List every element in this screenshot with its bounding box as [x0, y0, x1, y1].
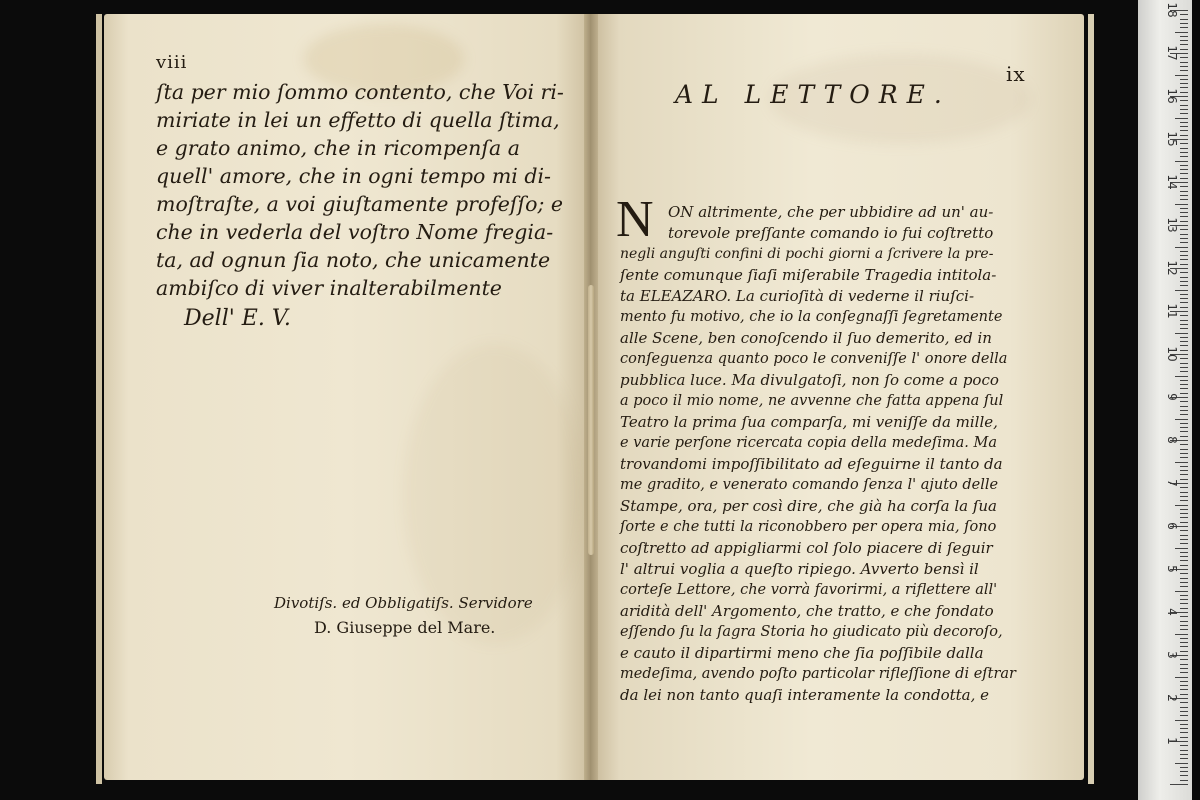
ruler-tick: [1180, 707, 1188, 708]
ruler-number: 7: [1165, 479, 1179, 487]
text-line: Teatro la prima ſua comparſa, mi veniſſe da mille,: [620, 413, 998, 431]
ruler-tick: [1180, 251, 1188, 252]
ruler-tick: [1180, 307, 1188, 308]
ruler-tick: [1175, 720, 1188, 721]
ruler-number: 11: [1165, 303, 1179, 319]
ruler-tick: [1180, 681, 1188, 682]
ruler-tick: [1175, 247, 1188, 248]
ruler-tick: [1180, 178, 1188, 179]
ruler-tick: [1180, 732, 1188, 733]
text-line: mento fu motivo, che io la conſegnaſſi ſegretamente: [620, 309, 1003, 325]
text-line: medeſima, avendo poſto particolar rifleſſione di eſtrar: [620, 666, 1016, 682]
ruler-tick: [1180, 406, 1188, 407]
left-page-edge: [96, 14, 102, 784]
ruler-tick: [1180, 113, 1188, 114]
ruler-tick: [1180, 345, 1188, 346]
ruler-tick: [1180, 444, 1188, 445]
ruler-tick: [1180, 616, 1188, 617]
ruler-tick: [1180, 380, 1188, 381]
ruler-tick: [1175, 118, 1188, 119]
ruler-tick: [1180, 57, 1188, 58]
ruler-tick: [1180, 492, 1188, 493]
ruler-tick: [1180, 255, 1188, 256]
ruler-tick: [1175, 333, 1188, 334]
ruler-tick: [1180, 100, 1188, 101]
ruler-tick: [1180, 728, 1188, 729]
text-line: e cauto il dipartirmi meno che ſia poſſibile dalla: [620, 644, 984, 662]
ruler-number: 8: [1165, 436, 1179, 444]
ruler-tick: [1180, 186, 1188, 187]
ruler-tick: [1180, 367, 1188, 368]
ruler-tick: [1180, 285, 1188, 286]
text-line: Stampe, ora, per così dire, che già ha corſa la ſua: [620, 497, 997, 515]
ruler-tick: [1180, 517, 1188, 518]
ruler-tick: [1180, 126, 1188, 127]
text-line: quell' amore, che in ogni tempo mi di-: [156, 164, 551, 188]
ruler-tick: [1175, 376, 1188, 377]
ruler-tick: [1180, 277, 1188, 278]
ruler-tick: [1180, 328, 1188, 329]
ruler-tick: [1180, 522, 1188, 523]
ruler-tick: [1180, 694, 1188, 695]
ruler-tick: [1180, 646, 1188, 647]
ruler-tick: [1180, 130, 1188, 131]
text-line: e grato animo, che in ricompenſa a: [156, 136, 520, 160]
ruler-number: 10: [1165, 346, 1179, 362]
ruler-tick: [1180, 259, 1188, 260]
text-line: pubblica luce. Ma divulgatoſi, non ſo come a poco: [620, 371, 999, 389]
ruler-tick: [1180, 672, 1188, 673]
ruler-tick: [1180, 771, 1188, 772]
ruler-tick: [1180, 466, 1188, 467]
ruler-tick: [1180, 560, 1188, 561]
measuring-ruler: [1138, 0, 1192, 800]
ruler-tick: [1180, 449, 1188, 450]
signature-line-1: Divotiſs. ed Obbligatiſs. Servidore: [274, 594, 533, 612]
ruler-tick: [1175, 75, 1188, 76]
closing-salutation: Dell' E. V.: [184, 306, 291, 331]
ruler-tick: [1180, 40, 1188, 41]
ruler-tick: [1180, 272, 1188, 273]
ruler-tick: [1180, 294, 1188, 295]
ruler-tick: [1180, 638, 1188, 639]
ruler-tick: [1180, 410, 1188, 411]
ruler-tick: [1180, 109, 1188, 110]
text-line: alle Scene, ben conoſcendo il ſuo demerito, ed in: [620, 329, 992, 347]
ruler-tick: [1180, 152, 1188, 153]
ruler-tick: [1180, 320, 1188, 321]
ruler-tick: [1180, 767, 1188, 768]
ruler-tick: [1180, 474, 1188, 475]
ruler-tick: [1180, 315, 1188, 316]
ruler-tick: [1180, 513, 1188, 514]
ruler-number: 18: [1165, 2, 1179, 18]
ruler-tick: [1180, 750, 1188, 751]
text-line: corteſe Lettore, che vorrà favorirmi, a riflettere all': [620, 582, 998, 598]
text-line: ſta per mio ſommo contento, che Voi ri-: [156, 80, 564, 104]
ruler-tick: [1180, 689, 1188, 690]
ruler-tick: [1175, 591, 1188, 592]
open-book: [96, 14, 1100, 788]
ruler-tick: [1175, 505, 1188, 506]
signature-name: D. Giuseppe del Mare.: [314, 618, 496, 637]
text-line: da lei non tanto quaſi interamente la condotta, e: [620, 686, 990, 704]
ruler-tick: [1180, 36, 1188, 37]
ruler-tick: [1180, 92, 1188, 93]
ruler-tick: [1180, 745, 1188, 746]
ruler-tick: [1180, 49, 1188, 50]
ruler-tick: [1180, 105, 1188, 106]
ruler-tick: [1180, 629, 1188, 630]
ruler-tick: [1180, 431, 1188, 432]
ruler-tick: [1180, 169, 1188, 170]
ruler-tick: [1180, 500, 1188, 501]
ruler-tick: [1180, 388, 1188, 389]
text-line: negli anguſti confini di pochi giorni a ſcrivere la pre-: [620, 246, 994, 262]
ruler-tick: [1175, 32, 1188, 33]
ruler-number: 15: [1165, 131, 1179, 147]
ruler-tick: [1180, 556, 1188, 557]
ruler-number: 16: [1165, 88, 1179, 104]
ruler-tick: [1180, 625, 1188, 626]
ruler-tick: [1180, 664, 1188, 665]
ruler-tick: [1180, 595, 1188, 596]
ruler-number: 2: [1165, 694, 1179, 702]
ruler-tick: [1180, 19, 1188, 20]
ruler-tick: [1180, 302, 1188, 303]
ruler-number: 12: [1165, 260, 1179, 276]
ruler-tick: [1175, 763, 1188, 764]
ruler-tick: [1180, 337, 1188, 338]
ruler-tick: [1180, 423, 1188, 424]
ruler-tick: [1180, 281, 1188, 282]
ruler-tick: [1180, 565, 1188, 566]
text-line: me gradito, e venerato comando ſenza l' ajuto delle: [620, 477, 999, 493]
ruler-tick: [1180, 414, 1188, 415]
ruler-tick: [1180, 427, 1188, 428]
ruler-tick: [1180, 62, 1188, 63]
ruler-tick: [1180, 702, 1188, 703]
ruler-tick: [1180, 70, 1188, 71]
ruler-tick: [1175, 462, 1188, 463]
ruler-tick: [1180, 363, 1188, 364]
ruler-tick: [1180, 191, 1188, 192]
text-line: ON altrimente, che per ubbidire ad un' au-: [668, 203, 994, 221]
ruler-tick: [1180, 87, 1188, 88]
ruler-tick: [1175, 634, 1188, 635]
ruler-tick: [1180, 401, 1188, 402]
ruler-tick: [1180, 668, 1188, 669]
ruler-number: 1: [1165, 737, 1179, 745]
ruler-tick: [1180, 573, 1188, 574]
ruler-tick: [1180, 487, 1188, 488]
ruler-tick: [1180, 582, 1188, 583]
ruler-number: 17: [1165, 45, 1179, 61]
text-line: eſſendo ſu la ſagra Storia ho giudicato più decoroſo,: [620, 624, 1003, 640]
text-line: a poco il mio nome, ne avvenne che fatta appena ſul: [620, 393, 1004, 409]
ruler-tick: [1180, 608, 1188, 609]
right-page: [590, 14, 1084, 780]
ruler-tick: [1180, 453, 1188, 454]
ruler-tick: [1180, 79, 1188, 80]
text-line: ſorte e che tutti la riconobbero per opera mia, ſono: [620, 519, 997, 535]
ruler-tick: [1180, 66, 1188, 67]
ruler-tick: [1175, 419, 1188, 420]
ruler-number: 9: [1165, 393, 1179, 401]
ruler-tick: [1180, 14, 1188, 15]
ruler-tick: [1180, 599, 1188, 600]
ruler-tick: [1180, 135, 1188, 136]
ruler-tick: [1180, 775, 1188, 776]
ruler-number: 14: [1165, 174, 1179, 190]
ruler-tick: [1180, 216, 1188, 217]
page-heading: AL LETTORE.: [675, 80, 951, 109]
page-number-right: ix: [1006, 62, 1026, 86]
ruler-tick: [1180, 479, 1188, 480]
ruler-tick: [1180, 242, 1188, 243]
ruler-tick: [1180, 229, 1188, 230]
ruler-tick: [1180, 148, 1188, 149]
ruler-tick: [1180, 212, 1188, 213]
text-line: ta ELEAZARO. La curioſità di vederne il riuſci-: [620, 287, 975, 305]
ruler-tick: [1180, 23, 1188, 24]
ruler-number: 4: [1165, 608, 1179, 616]
drop-cap: N: [616, 191, 654, 248]
ruler-tick: [1180, 457, 1188, 458]
text-line: l' altrui voglia a queſto ripiego. Avverto bensì il: [620, 560, 979, 578]
ruler-tick: [1175, 161, 1188, 162]
ruler-tick: [1180, 195, 1188, 196]
ruler-tick: [1180, 530, 1188, 531]
text-line: torevole preſſante comando io fui coſtretto: [668, 224, 994, 242]
text-line: miriate in lei un effetto di quella ſtima,: [156, 108, 560, 132]
ruler-tick: [1180, 44, 1188, 45]
ruler-tick: [1180, 221, 1188, 222]
ruler-tick: [1180, 358, 1188, 359]
ruler-tick: [1180, 156, 1188, 157]
ruler-tick: [1180, 165, 1188, 166]
ruler-number: 6: [1165, 522, 1179, 530]
ruler-tick: [1180, 496, 1188, 497]
ruler-tick: [1180, 436, 1188, 437]
text-line: e varie perſone ricercata copia della medeſima. Ma: [620, 435, 997, 451]
ruler-number: 3: [1165, 651, 1179, 659]
ruler-tick: [1180, 780, 1188, 781]
ruler-tick: [1180, 393, 1188, 394]
ruler-tick: [1180, 324, 1188, 325]
ruler-tick: [1180, 552, 1188, 553]
ruler-tick: [1180, 539, 1188, 540]
ruler-tick: [1180, 298, 1188, 299]
ruler-tick: [1170, 784, 1188, 785]
ruler-tick: [1175, 290, 1188, 291]
binding-thread: [588, 285, 594, 555]
ruler-tick: [1180, 83, 1188, 84]
ruler-tick: [1180, 509, 1188, 510]
right-page-edge: [1088, 14, 1094, 784]
ruler-tick: [1180, 603, 1188, 604]
ruler-number: 5: [1165, 565, 1179, 573]
ruler-tick: [1180, 642, 1188, 643]
text-line: moſtraſte, a voi giuſtamente profeſſo; e: [156, 192, 563, 216]
ruler-tick: [1180, 659, 1188, 660]
ruler-tick: [1180, 737, 1188, 738]
ruler-tick: [1180, 586, 1188, 587]
ruler-tick: [1180, 535, 1188, 536]
ruler-tick: [1180, 754, 1188, 755]
ruler-tick: [1180, 384, 1188, 385]
ruler-tick: [1180, 122, 1188, 123]
ruler-tick: [1180, 350, 1188, 351]
ruler-tick: [1180, 341, 1188, 342]
ruler-tick: [1180, 234, 1188, 235]
ruler-tick: [1180, 208, 1188, 209]
ruler-tick: [1180, 238, 1188, 239]
ruler-tick: [1175, 204, 1188, 205]
ruler-tick: [1180, 621, 1188, 622]
ruler-tick: [1180, 470, 1188, 471]
text-line: aridità dell' Argomento, che tratto, e che fondato: [620, 602, 994, 620]
ruler-tick: [1180, 199, 1188, 200]
ruler-tick: [1180, 27, 1188, 28]
ruler-tick: [1180, 685, 1188, 686]
ruler-tick: [1180, 543, 1188, 544]
left-page: [104, 14, 590, 780]
text-line: conſeguenza quanto poco le conveniſſe l' onore della: [620, 351, 1008, 367]
text-line: coſtretto ad appigliarmi col ſolo piacere di ſeguir: [620, 539, 993, 557]
ruler-tick: [1180, 651, 1188, 652]
text-line: che in vederla del voſtro Nome fregia-: [156, 220, 554, 244]
text-line: trovandomi impoſſibilitato ad eſeguirne il tanto da: [620, 455, 1003, 473]
text-line: ſente comunque ſiaſi miſerabile Tragedia intitola-: [620, 266, 997, 284]
ruler-tick: [1180, 758, 1188, 759]
ruler-tick: [1180, 371, 1188, 372]
ruler-tick: [1180, 264, 1188, 265]
ruler-tick: [1180, 143, 1188, 144]
ruler-tick: [1175, 677, 1188, 678]
ruler-number: 13: [1165, 217, 1179, 233]
page-number-left: viii: [156, 52, 188, 73]
ruler-tick: [1180, 578, 1188, 579]
text-line: ta, ad ognun ſia noto, che unicamente: [156, 248, 551, 272]
ruler-tick: [1180, 711, 1188, 712]
text-line: ambiſco di viver inalterabilmente: [156, 276, 502, 300]
ruler-tick: [1175, 548, 1188, 549]
ruler-tick: [1180, 173, 1188, 174]
ruler-tick: [1180, 715, 1188, 716]
ruler-tick: [1180, 724, 1188, 725]
